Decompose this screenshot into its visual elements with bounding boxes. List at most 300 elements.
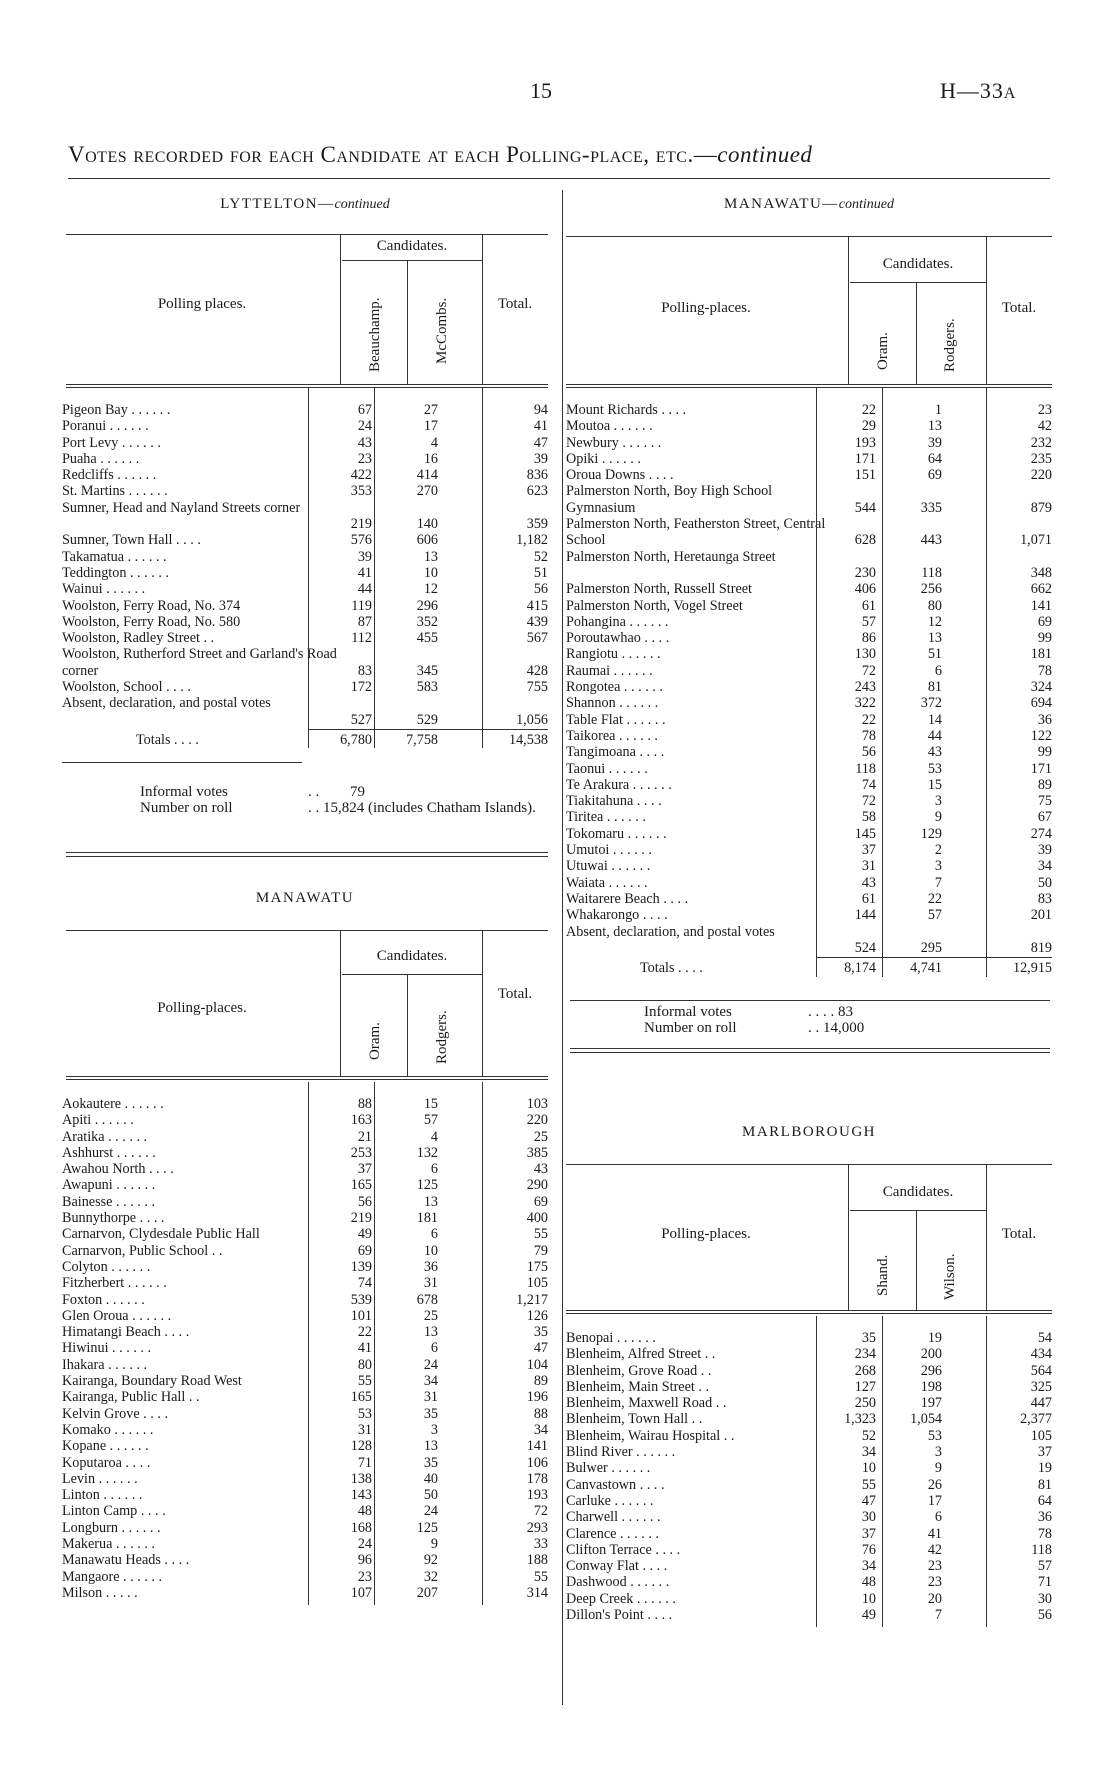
total-votes: 1,071 xyxy=(1020,532,1052,549)
candidate-1-votes: 72 xyxy=(861,793,876,810)
table-row xyxy=(566,418,1052,434)
candidate-1-votes: 527 xyxy=(350,711,372,728)
table-row xyxy=(62,1243,548,1259)
table-row xyxy=(566,761,1052,777)
polling-places-header: Polling-places. xyxy=(157,1000,247,1016)
table-row xyxy=(62,1406,548,1422)
polling-place-name: Palmerston North, Heretaunga Street xyxy=(566,548,776,565)
polling-place-name: Tokomaru . . . . . . xyxy=(566,825,667,842)
polling-place-name: Port Levy . . . . . . xyxy=(62,434,161,451)
candidate-1-votes: 49 xyxy=(861,1607,876,1624)
candidate-2-votes: 181 xyxy=(416,1210,438,1227)
candidate-2-votes: 345 xyxy=(416,662,438,679)
table-row xyxy=(566,467,1052,483)
candidate-1-votes: 34 xyxy=(861,1558,876,1575)
candidate-1-votes: 353 xyxy=(350,483,372,500)
polling-place-name: Apiti . . . . . . xyxy=(62,1112,134,1129)
total-votes: 35 xyxy=(533,1324,548,1341)
candidate-1-votes: 78 xyxy=(861,727,876,744)
polling-place-name: Opiki . . . . . . xyxy=(566,450,641,467)
column-rule xyxy=(816,1316,817,1627)
total-votes: 34 xyxy=(533,1421,548,1438)
polling-place-name: Hiwinui . . . . . . xyxy=(62,1340,152,1357)
column-rule xyxy=(482,1082,483,1605)
total-votes: 56 xyxy=(533,581,548,598)
candidate-1-votes: 41 xyxy=(357,1340,372,1357)
table-row xyxy=(62,1471,548,1487)
polling-place-name: Umutoi . . . . . . xyxy=(566,842,652,859)
polling-place-name: Kairanga, Boundary Road West xyxy=(62,1373,242,1390)
total-votes: 25 xyxy=(533,1128,548,1145)
total-votes: 415 xyxy=(526,597,548,614)
total-votes: 2,377 xyxy=(1020,1411,1052,1428)
candidate-2-votes: 43 xyxy=(927,744,942,761)
column-rule xyxy=(308,1082,309,1605)
candidate-1-votes: 8,174 xyxy=(844,960,876,977)
table-row xyxy=(62,1177,548,1193)
polling-place-name: Shannon . . . . . . xyxy=(566,695,659,712)
candidate-rodgers-header: Rodgers. xyxy=(942,318,958,372)
candidate-1-votes: 165 xyxy=(350,1389,372,1406)
candidate-1-votes: 52 xyxy=(861,1427,876,1444)
table-row xyxy=(566,516,1052,549)
table-row xyxy=(62,1275,548,1291)
table-row xyxy=(566,1526,1052,1542)
candidate-1-votes: 61 xyxy=(861,597,876,614)
polling-place-name: Carluke . . . . . . xyxy=(566,1492,654,1509)
polling-place-name: Awapuni . . . . . . xyxy=(62,1177,156,1194)
total-votes: 623 xyxy=(526,483,548,500)
polling-place-name: Rangiotu . . . . . . xyxy=(566,646,661,663)
polling-place-name: Longburn . . . . . . xyxy=(62,1519,161,1536)
table-row xyxy=(566,842,1052,858)
total-votes: 33 xyxy=(533,1536,548,1553)
total-votes: 324 xyxy=(1030,679,1052,696)
candidate-1-votes: 24 xyxy=(357,1536,372,1553)
total-votes: 314 xyxy=(526,1584,548,1601)
candidate-2-votes: 140 xyxy=(416,516,438,533)
manawatu-continued-rows xyxy=(566,402,1052,976)
table-row xyxy=(566,581,1052,597)
candidate-1-votes: 10 xyxy=(861,1590,876,1607)
candidate-2-votes: 3 xyxy=(934,858,942,875)
table-row xyxy=(566,777,1052,793)
table-row xyxy=(62,418,548,434)
polling-place-name: Absent, declaration, and postal votes xyxy=(566,923,775,940)
candidate-1-votes: 56 xyxy=(861,744,876,761)
candidate-2-votes: 50 xyxy=(423,1487,438,1504)
candidate-1-votes: 10 xyxy=(861,1460,876,1477)
heading-text: Votes recorded for each Candidate at each Polling-place, etc.— xyxy=(68,142,718,167)
total-votes: 879 xyxy=(1030,499,1052,516)
polling-place-name: Ashhurst . . . . . . xyxy=(62,1144,156,1161)
candidate-2-votes: 12 xyxy=(927,613,942,630)
polling-place-name: Woolston, Rutherford Street and Garland's Road corner xyxy=(62,646,337,679)
polling-place-name: Clarence . . . . . . xyxy=(566,1525,659,1542)
total-votes: 94 xyxy=(533,402,548,418)
candidate-1-votes: 193 xyxy=(854,434,876,451)
table-row xyxy=(566,1460,1052,1476)
candidate-1-votes: 35 xyxy=(861,1330,876,1346)
candidate-2-votes: 6 xyxy=(430,1161,438,1178)
manawatu-rows xyxy=(62,1096,548,1601)
candidate-2-votes: 51 xyxy=(927,646,942,663)
candidate-2-votes: 296 xyxy=(416,597,438,614)
total-votes: 694 xyxy=(1030,695,1052,712)
total-votes: 57 xyxy=(1037,1558,1052,1575)
table-row xyxy=(62,1129,548,1145)
candidate-2-votes: 23 xyxy=(927,1574,942,1591)
candidate-2-votes: 352 xyxy=(416,613,438,630)
page-number: 15 xyxy=(530,78,552,103)
table-row xyxy=(566,875,1052,891)
candidate-1-votes: 151 xyxy=(854,467,876,484)
total-votes: 1,056 xyxy=(516,711,548,728)
polling-place-name: Clifton Terrace . . . . xyxy=(566,1541,681,1558)
polling-place-name: Deep Creek . . . . . . xyxy=(566,1590,676,1607)
table-row xyxy=(566,1444,1052,1460)
table-row xyxy=(566,744,1052,760)
candidate-1-votes: 37 xyxy=(861,842,876,859)
totals-separator xyxy=(308,729,548,730)
candidate-2-votes: 13 xyxy=(927,418,942,435)
candidate-1-votes: 139 xyxy=(350,1258,372,1275)
polling-place-name: Blenheim, Grove Road . . xyxy=(566,1362,712,1379)
table-row xyxy=(62,1503,548,1519)
total-votes: 434 xyxy=(1030,1346,1052,1363)
candidate-2-votes: 24 xyxy=(423,1356,438,1373)
candidate-1-votes: 119 xyxy=(351,597,372,614)
candidate-2-votes: 132 xyxy=(416,1144,438,1161)
candidates-header: Candidates. xyxy=(882,1184,954,1200)
candidate-1-votes: 37 xyxy=(357,1161,372,1178)
manawatu-informal-value: . . . . 83 xyxy=(808,1004,853,1020)
candidate-1-votes: 172 xyxy=(350,679,372,696)
polling-place-name: Tiritea . . . . . . xyxy=(566,809,646,826)
polling-place-name: Levin . . . . . . xyxy=(62,1470,138,1487)
candidate-1-votes: 72 xyxy=(861,662,876,679)
table-row xyxy=(566,679,1052,695)
candidate-1-votes: 144 xyxy=(854,907,876,924)
candidate-1-votes: 87 xyxy=(357,613,372,630)
total-votes: 662 xyxy=(1030,581,1052,598)
table-row xyxy=(62,532,548,548)
polling-place-name: Te Arakura . . . . . . xyxy=(566,776,672,793)
table-row xyxy=(62,1455,548,1471)
polling-place-name: Takamatua . . . . . . xyxy=(62,548,167,565)
candidate-1-votes: 234 xyxy=(854,1346,876,1363)
candidate-2-votes: 22 xyxy=(927,890,942,907)
table-row xyxy=(62,1552,548,1568)
polling-place-name: Raumai . . . . . . xyxy=(566,662,653,679)
table-row xyxy=(566,1558,1052,1574)
manawatu-roll-label: Number on roll xyxy=(644,1020,737,1036)
total-votes: 43 xyxy=(533,1161,548,1178)
total-votes: 567 xyxy=(526,630,548,647)
polling-place-name: Conway Flat . . . . xyxy=(566,1558,668,1575)
candidate-1-votes: 43 xyxy=(357,434,372,451)
candidate-1-votes: 23 xyxy=(357,450,372,467)
candidate-2-votes: 39 xyxy=(927,434,942,451)
total-votes: 55 xyxy=(533,1226,548,1243)
candidate-2-votes: 20 xyxy=(927,1590,942,1607)
candidate-2-votes: 4,741 xyxy=(910,960,942,977)
polling-place-name: Bainesse . . . . . . xyxy=(62,1193,155,1210)
table-row xyxy=(62,1308,548,1324)
candidate-2-votes: 270 xyxy=(416,483,438,500)
table-row xyxy=(62,1422,548,1438)
table-row xyxy=(566,435,1052,451)
table-row xyxy=(62,1340,548,1356)
polling-place-name: Kairanga, Public Hall . . xyxy=(62,1389,200,1406)
heading-continued: continued xyxy=(717,142,813,167)
polling-place-name: Kopane . . . . . . xyxy=(62,1438,149,1455)
candidate-1-votes: 96 xyxy=(357,1552,372,1569)
table-row xyxy=(566,793,1052,809)
column-rule xyxy=(816,388,817,977)
candidate-2-votes: 64 xyxy=(927,450,942,467)
polling-place-name: Taikorea . . . . . . xyxy=(566,727,658,744)
lyttelton-roll-label: Number on roll xyxy=(140,800,233,816)
polling-place-name: Awahou North . . . . xyxy=(62,1161,174,1178)
candidate-2-votes: 125 xyxy=(416,1177,438,1194)
table-row xyxy=(62,565,548,581)
candidate-2-votes: 80 xyxy=(927,597,942,614)
candidate-2-votes: 92 xyxy=(423,1552,438,1569)
total-votes: 56 xyxy=(1037,1607,1052,1624)
polling-place-name: Woolston, Ferry Road, No. 374 xyxy=(62,597,241,614)
candidate-1-votes: 22 xyxy=(357,1324,372,1341)
candidate-2-votes: 678 xyxy=(416,1291,438,1308)
candidate-1-votes: 71 xyxy=(357,1454,372,1471)
candidate-1-votes: 22 xyxy=(861,711,876,728)
candidate-2-votes: 26 xyxy=(927,1476,942,1493)
candidate-2-votes: 295 xyxy=(920,939,942,956)
table-row xyxy=(62,1194,548,1210)
candidate-1-votes: 61 xyxy=(861,890,876,907)
total-votes: 88 xyxy=(533,1405,548,1422)
candidate-2-votes: 23 xyxy=(927,1558,942,1575)
candidate-2-votes: 1,054 xyxy=(910,1411,942,1428)
candidate-2-votes: 125 xyxy=(416,1519,438,1536)
candidate-2-votes: 53 xyxy=(927,760,942,777)
candidate-2-votes: 197 xyxy=(920,1395,942,1412)
polling-place-name: Carnarvon, Clydesdale Public Hall xyxy=(62,1226,260,1243)
polling-place-name: Absent, declaration, and postal votes xyxy=(62,695,271,712)
polling-place-name: Utuwai . . . . . . xyxy=(566,858,651,875)
total-votes: 81 xyxy=(1037,1476,1052,1493)
polling-place-name: Aokautere . . . . . . xyxy=(62,1096,164,1112)
polling-place-name: Poranui . . . . . . xyxy=(62,418,149,435)
candidate-2-votes: 6 xyxy=(430,1340,438,1357)
table-row xyxy=(62,1357,548,1373)
polling-place-name: Oroua Downs . . . . xyxy=(566,467,674,484)
table-row xyxy=(566,809,1052,825)
candidate-2-votes: 3 xyxy=(934,793,942,810)
table-row xyxy=(566,826,1052,842)
candidate-2-votes: 198 xyxy=(920,1378,942,1395)
polling-place-name: Manawatu Heads . . . . xyxy=(62,1552,190,1569)
candidate-2-votes: 32 xyxy=(423,1568,438,1585)
document-reference xyxy=(940,78,1016,104)
polling-places-header: Polling-places. xyxy=(661,1226,751,1242)
candidate-1-votes: 34 xyxy=(861,1444,876,1461)
candidate-beauchamp-header: Beauchamp. xyxy=(367,297,383,372)
polling-place-name: Puaha . . . . . . xyxy=(62,450,140,467)
table-row xyxy=(566,1493,1052,1509)
table-row xyxy=(62,1520,548,1536)
total-votes: 79 xyxy=(533,1242,548,1259)
candidate-2-votes: 6 xyxy=(934,662,942,679)
candidate-2-votes: 15 xyxy=(423,1096,438,1112)
table-row xyxy=(62,614,548,630)
table-row xyxy=(62,1112,548,1128)
column-rule xyxy=(882,388,883,977)
polling-place-name: St. Martins . . . . . . xyxy=(62,483,168,500)
candidates-header: Candidates. xyxy=(882,256,954,272)
table-row xyxy=(566,712,1052,728)
manawatu-informal-label: Informal votes xyxy=(644,1004,732,1020)
candidate-1-votes: 628 xyxy=(854,532,876,549)
polling-places-header: Polling places. xyxy=(157,296,247,312)
lyttelton-informal-label: Informal votes xyxy=(140,784,228,800)
lyttelton-rows xyxy=(62,402,548,748)
total-votes: 439 xyxy=(526,613,548,630)
candidate-2-votes: 14 xyxy=(927,711,942,728)
candidate-1-votes: 58 xyxy=(861,809,876,826)
total-votes: 104 xyxy=(526,1356,548,1373)
total-votes: 188 xyxy=(526,1552,548,1569)
table-row xyxy=(566,891,1052,907)
total-votes: 564 xyxy=(1030,1362,1052,1379)
polling-place-name: Table Flat . . . . . . xyxy=(566,711,666,728)
table-row xyxy=(62,1536,548,1552)
candidate-1-votes: 163 xyxy=(350,1112,372,1129)
polling-place-name: Ihakara . . . . . . xyxy=(62,1356,148,1373)
table-row xyxy=(62,1569,548,1585)
candidate-2-votes: 13 xyxy=(423,1324,438,1341)
table-row xyxy=(62,1438,548,1454)
polling-place-name: Aratika . . . . . . xyxy=(62,1128,148,1145)
table-row xyxy=(62,581,548,597)
candidate-1-votes: 22 xyxy=(861,402,876,418)
total-votes: 39 xyxy=(1037,842,1052,859)
polling-place-name: Mangaore . . . . . . xyxy=(62,1568,163,1585)
total-votes: 193 xyxy=(526,1487,548,1504)
polling-place-name: Palmerston North, Vogel Street xyxy=(566,597,743,614)
table-row xyxy=(62,1324,548,1340)
polling-place-name: Mount Richards . . . . xyxy=(566,402,687,418)
candidate-1-votes: 69 xyxy=(357,1242,372,1259)
table-row xyxy=(566,907,1052,923)
total-votes: 54 xyxy=(1037,1330,1052,1346)
polling-place-name: Kelvin Grove . . . . xyxy=(62,1405,168,1422)
candidate-2-votes: 7 xyxy=(934,1607,942,1624)
candidate-2-votes: 455 xyxy=(416,630,438,647)
table-row xyxy=(566,402,1052,418)
candidate-1-votes: 130 xyxy=(854,646,876,663)
candidate-1-votes: 53 xyxy=(357,1405,372,1422)
candidate-2-votes: 200 xyxy=(920,1346,942,1363)
candidate-2-votes: 13 xyxy=(423,1193,438,1210)
total-votes: 47 xyxy=(533,434,548,451)
candidate-2-votes: 606 xyxy=(416,532,438,549)
candidate-2-votes: 372 xyxy=(920,695,942,712)
candidate-2-votes: 529 xyxy=(416,711,438,728)
polling-place-name: Woolston, School . . . . xyxy=(62,679,191,696)
table-row xyxy=(566,1509,1052,1525)
column-rule xyxy=(308,388,309,748)
candidate-1-votes: 539 xyxy=(350,1291,372,1308)
total-header: Total. xyxy=(497,296,533,312)
candidate-1-votes: 230 xyxy=(854,564,876,581)
candidate-2-votes: 9 xyxy=(934,809,942,826)
candidate-1-votes: 56 xyxy=(357,1193,372,1210)
table-row xyxy=(566,728,1052,744)
total-votes: 83 xyxy=(1037,890,1052,907)
candidate-2-votes: 36 xyxy=(423,1258,438,1275)
total-votes: 385 xyxy=(526,1144,548,1161)
polling-place-name: Tangimoana . . . . xyxy=(566,744,665,761)
candidate-1-votes: 47 xyxy=(861,1492,876,1509)
candidate-1-votes: 29 xyxy=(861,418,876,435)
manawatu-continued-title: MANAWATU—continued xyxy=(723,196,894,212)
lyttelton-informal-dots: . . xyxy=(308,784,320,800)
table-row xyxy=(566,1346,1052,1362)
total-votes: 141 xyxy=(1030,597,1052,614)
candidate-1-votes: 76 xyxy=(861,1541,876,1558)
total-votes: 122 xyxy=(1030,727,1052,744)
total-votes: 30 xyxy=(1037,1590,1052,1607)
candidate-2-votes: 53 xyxy=(927,1427,942,1444)
candidate-1-votes: 48 xyxy=(861,1574,876,1591)
total-votes: 235 xyxy=(1030,450,1052,467)
total-votes: 14,538 xyxy=(508,731,548,748)
total-votes: 37 xyxy=(1037,1444,1052,1461)
candidate-2-votes: 2 xyxy=(934,842,942,859)
candidates-header: Candidates. xyxy=(376,238,448,254)
candidate-1-votes: 55 xyxy=(357,1373,372,1390)
total-votes: 290 xyxy=(526,1177,548,1194)
polling-place-name: Totals . . . . xyxy=(640,960,703,977)
polling-place-name: Komako . . . . . . xyxy=(62,1421,154,1438)
polling-place-name: Woolston, Radley Street . . xyxy=(62,630,215,647)
candidate-1-votes: 80 xyxy=(357,1356,372,1373)
total-votes: 293 xyxy=(526,1519,548,1536)
table-row xyxy=(566,549,1052,582)
total-votes: 196 xyxy=(526,1389,548,1406)
polling-place-name: Milson . . . . . xyxy=(62,1584,138,1601)
total-votes: 220 xyxy=(526,1112,548,1129)
polling-place-name: Moutoa . . . . . . xyxy=(566,418,653,435)
candidate-2-votes: 10 xyxy=(423,1242,438,1259)
candidate-1-votes: 128 xyxy=(350,1438,372,1455)
table-row xyxy=(566,1477,1052,1493)
candidate-1-votes: 43 xyxy=(861,874,876,891)
polling-place-name: Waiata . . . . . . xyxy=(566,874,648,891)
table-row xyxy=(62,1096,548,1112)
polling-place-name: Whakarongo . . . . xyxy=(566,907,668,924)
candidate-2-votes: 40 xyxy=(423,1470,438,1487)
total-votes: 359 xyxy=(526,516,548,533)
column-divider xyxy=(562,190,563,1705)
candidate-1-votes: 55 xyxy=(861,1476,876,1493)
candidate-2-votes: 57 xyxy=(927,907,942,924)
candidate-1-votes: 243 xyxy=(854,679,876,696)
total-votes: 34 xyxy=(1037,858,1052,875)
candidate-2-votes: 207 xyxy=(416,1584,438,1601)
total-votes: 67 xyxy=(1037,809,1052,826)
